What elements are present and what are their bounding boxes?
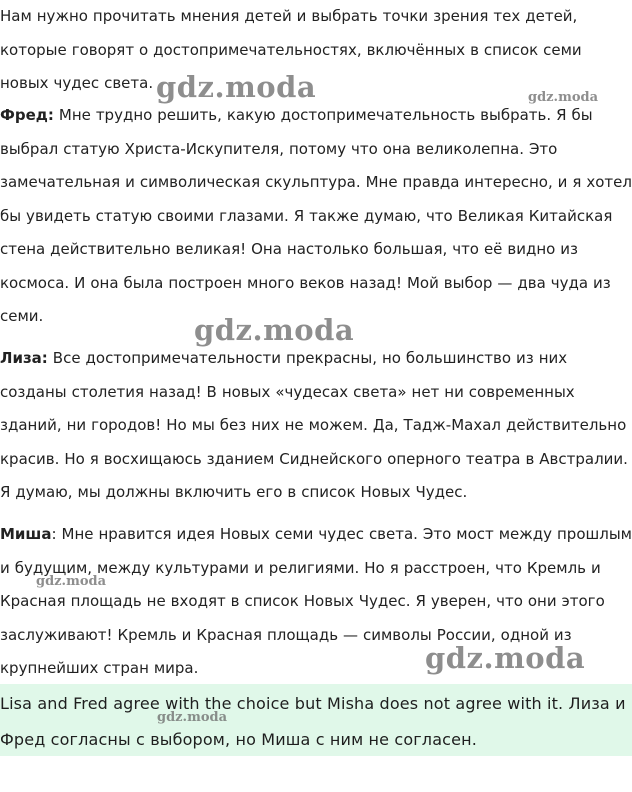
fred-opinion-text: Мне трудно решить, какую достопримечательность выбрать. Я бы выбрал статую Христа-Искупителя, потому что она великолепна. Это замечательная и символическая скульптура. Мне правда интересно, и я хотел бы увидеть статую своими глазами. Я также думаю, что Великая Китайская стена действительно великая! Она настолько большая, что её видно из космоса. И она была построен много веков назад! Мой выбор — два чуда из семи. <box>0 106 632 325</box>
misha-opinion-paragraph <box>0 518 632 686</box>
liza-opinion-paragraph <box>0 342 632 510</box>
watermark: gdz.moda <box>528 90 599 105</box>
intro-paragraph: Нам нужно прочитать мнения детей и выбрать точки зрения тех детей, которые говорят о достопримечательностях, включённых в список семи новых чудес света. <box>0 7 582 92</box>
fred-opinion-paragraph <box>0 99 632 334</box>
watermark: gdz.moda <box>194 313 355 347</box>
misha-opinion-text: : Мне нравится идея Новых семи чудес света. Это мост между прошлым и будущим, между культурами и религиями. Но я расстроен, что Кремль и Красная площадь не входят в список Новых Чудес. Я уверен, что они этого заслуживают! Кремль и Красная площадь — символы России, одной из крупнейших стран мира. <box>0 525 632 677</box>
watermark: gdz.moda <box>36 574 107 589</box>
answer-text: Lisa and Fred agree with the choice but Misha does not agree with it. Лиза и Фред согласны с выбором, но Миша с ним не согласен. <box>0 694 626 749</box>
watermark: gdz.moda <box>425 641 586 675</box>
liza-name-label: Лиза: <box>0 349 48 367</box>
watermark: gdz.moda <box>157 710 228 725</box>
answer-box <box>0 684 632 756</box>
misha-name-label: Миша <box>0 525 52 543</box>
fred-name-label: Фред: <box>0 106 54 124</box>
watermark: gdz.moda <box>156 70 317 104</box>
liza-opinion-text: Все достопримечательности прекрасны, но большинство из них созданы столетия назад! В новых «чудесах света» нет ни современных зданий, ни городов! Но мы без них не можем. Да, Тадж-Махал действительно красив. Но я восхищаюсь зданием Сиднейского оперного театра в Австралии. Я думаю, мы должны включить его в список Новых Чудес. <box>0 349 628 501</box>
